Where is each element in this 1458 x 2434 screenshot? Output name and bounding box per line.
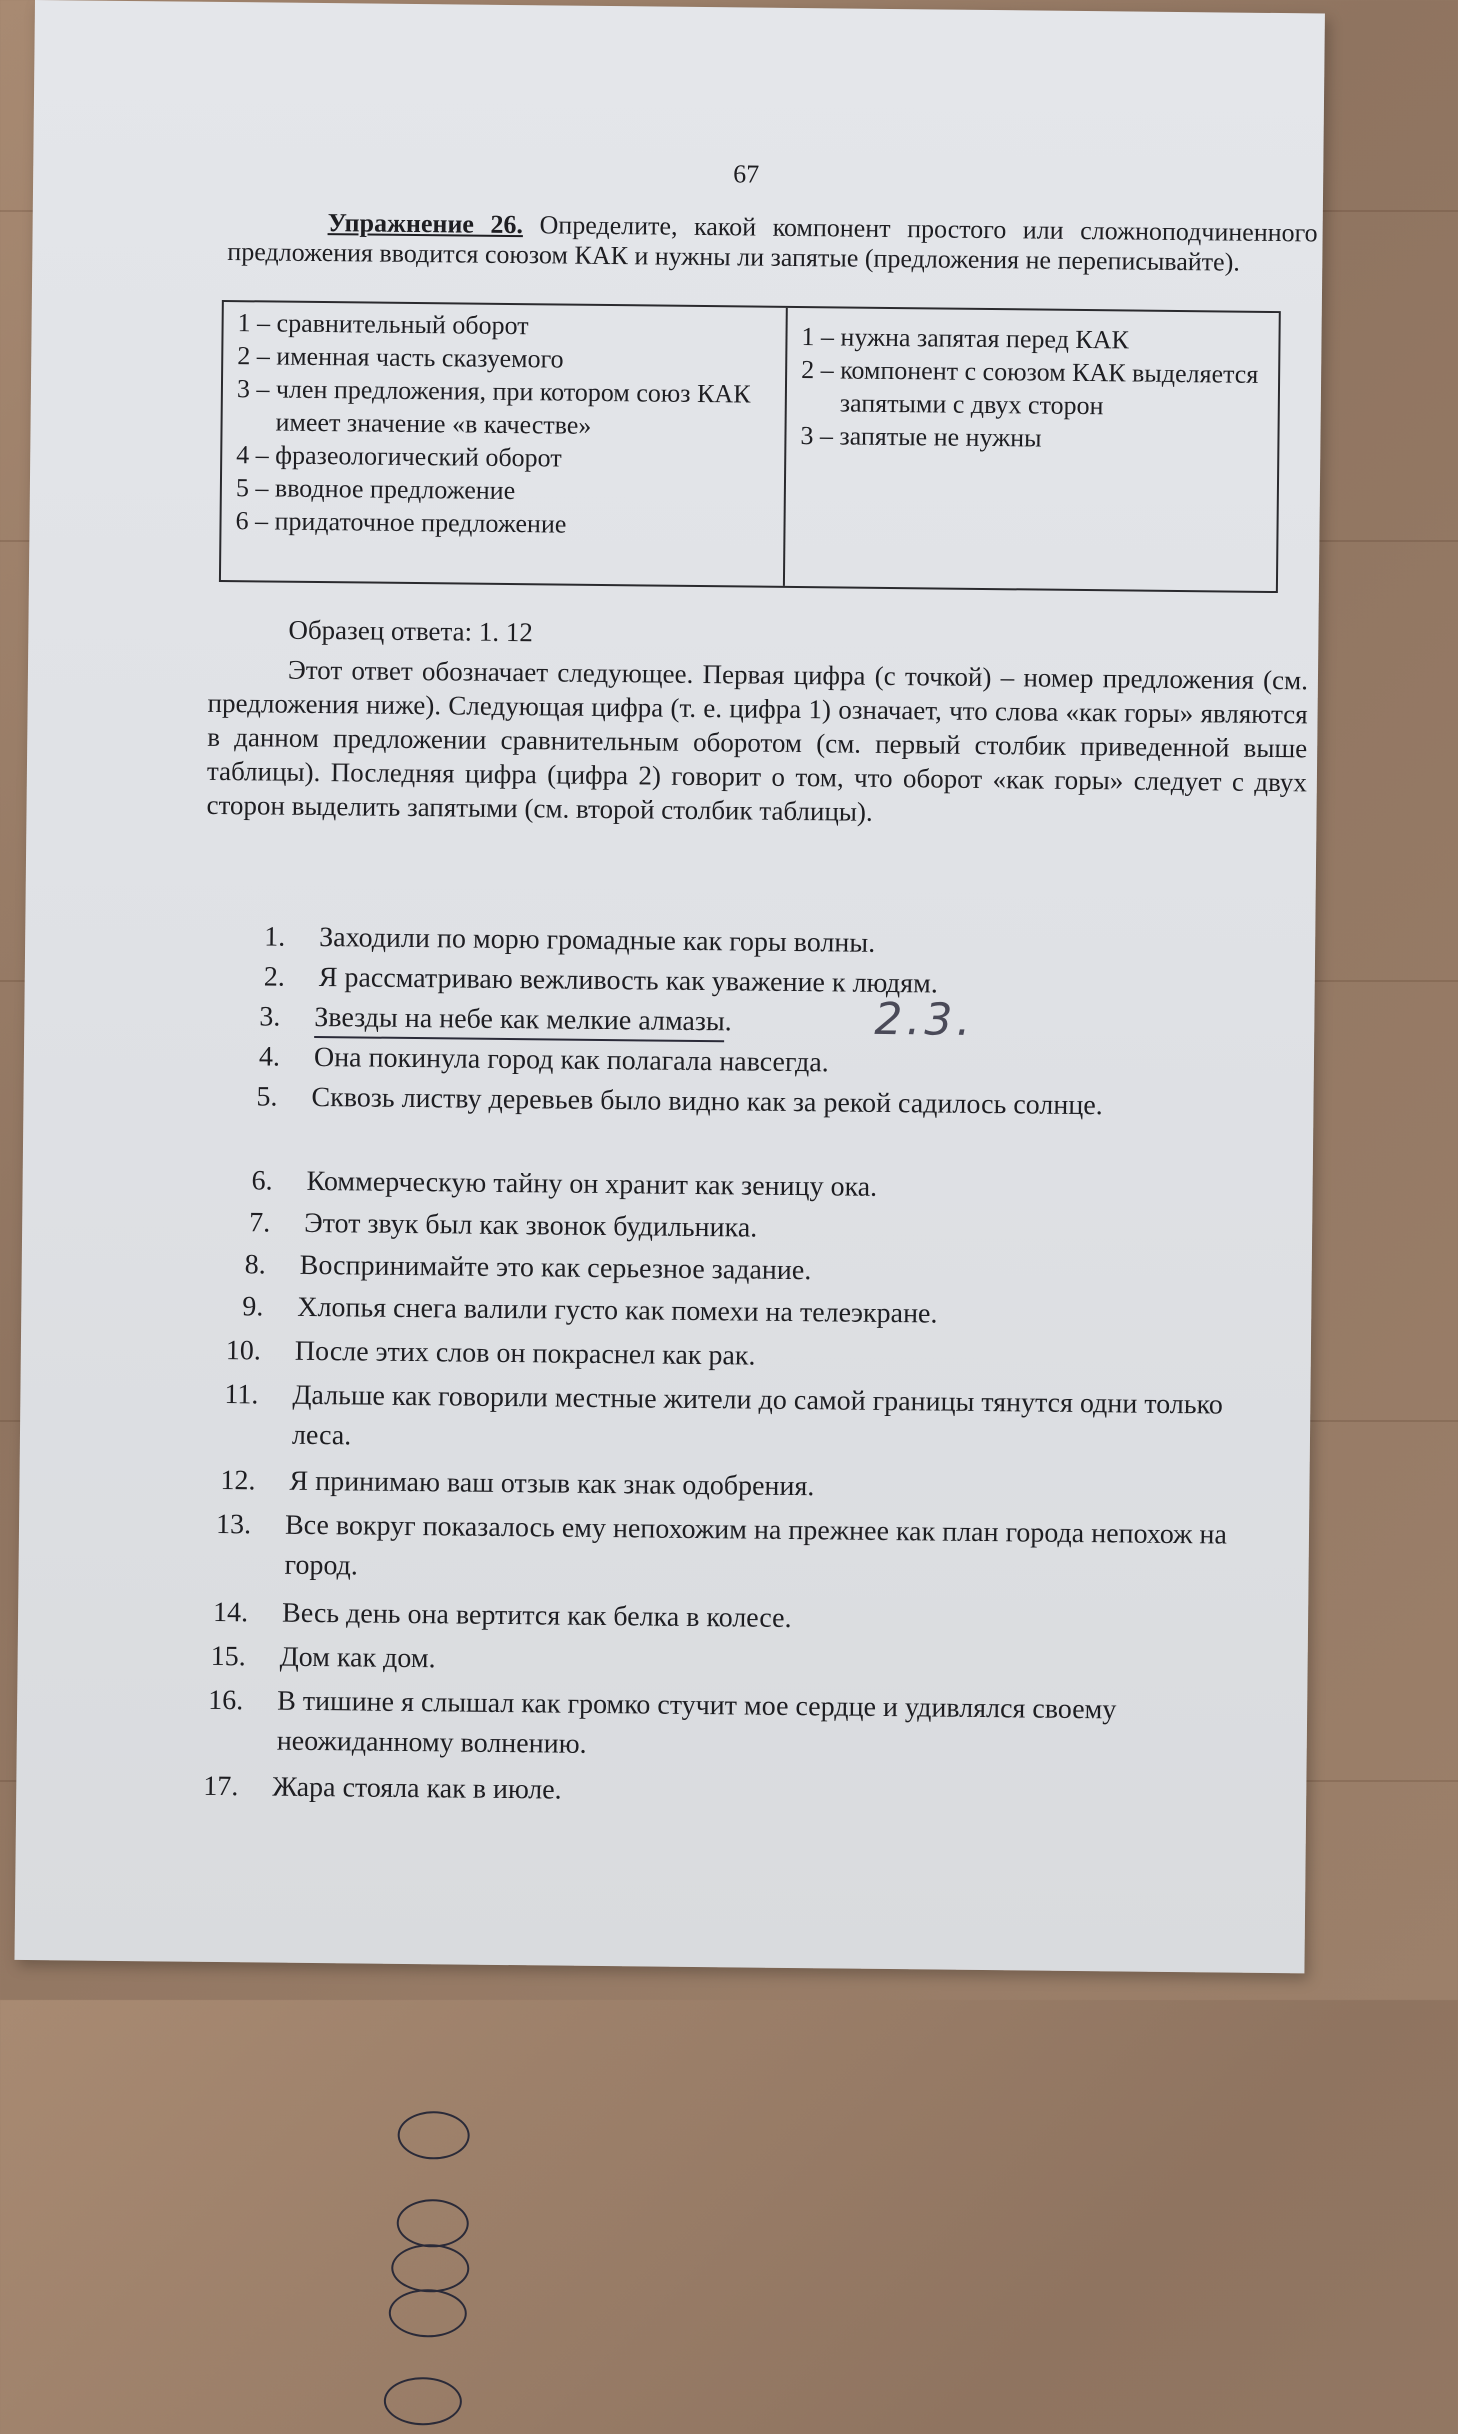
explanation-paragraph: Этот ответ обозначает следующее. Первая цифра (с точкой) – номер предложения (см. предложения ниже). Следующая цифра (т. е. цифра 1) означает, что слова «как горы» являются в данном предложении сравнительным оборотом (см. первый столбик приведенной выше таблицы). Последняя цифра (цифра 2) говорит о том, что оборот «как горы» следует с двух сторон выделить запятыми (см. второй столбик таблицы).: [206, 654, 1309, 827]
exercise-title: Упражнение 26.: [327, 208, 524, 240]
legend-right-item: 3 – запятые не нужны: [800, 421, 1042, 453]
legend-left-item: 1 – сравнительный оборот: [237, 308, 529, 341]
list-item: 10. После этих слов он покраснел как рак.: [225, 1335, 756, 1372]
legend-left-item: 4 – фразеологический оборот: [236, 440, 562, 473]
legend-left-item: 2 – именная часть сказуемого: [237, 341, 564, 374]
list-item: 11. Дальше как говорили местные жители до самой границы тянутся одни только леса.: [224, 1379, 1223, 1452]
exercise-instruction: Определите, какой компонент простого или сложноподчиненного предложения вводится союзом КАК и нужны ли запятые (предложения не переписывайте).: [227, 210, 1318, 277]
list-item: 3. Звезды на небе как мелкие алмазы.: [259, 1001, 732, 1038]
pen-circle-mark: [389, 2289, 467, 2338]
legend-left-item: 5 – вводное предложение: [235, 473, 516, 506]
list-item: 2. Я рассматриваю вежливость как уважение к людям.: [263, 961, 939, 1000]
legend-table: [219, 300, 1281, 593]
page-number: 67: [733, 159, 760, 189]
handwritten-answer: 2.3.: [874, 993, 975, 1046]
pen-circle-mark: [396, 2199, 468, 2248]
list-item: 16. В тишине я слышал как громко стучит мое сердце и удивлялся своему неожиданному волнению.: [208, 1684, 1117, 1760]
list-item: 12. Я принимаю ваш отзыв как знак одобрения.: [220, 1465, 815, 1503]
sample-answer: Образец ответа: 1. 12: [288, 614, 534, 648]
list-item: 17. Жара стояла как в июле.: [203, 1770, 562, 1806]
list-item: 13. Все вокруг показалось ему непохожим на прежнее как план города непохож на город.: [215, 1508, 1228, 1582]
list-item: 1. Заходили по морю громадные как горы волны.: [264, 921, 876, 959]
pen-circle-mark: [397, 2111, 469, 2160]
exercise-header: [227, 207, 1318, 278]
list-item: 5. Сквозь листву деревьев было видно как за рекой садилось солнце.: [256, 1081, 1103, 1122]
pen-circle-mark: [384, 2377, 462, 2426]
list-item: 14. Весь день она вертится как белка в колесе.: [212, 1596, 792, 1635]
list-item: 8. Воспринимайте это как серьезное задание.: [244, 1249, 812, 1287]
pen-circle-mark: [391, 2244, 469, 2293]
legend-left-item: 6 – придаточное предложение: [235, 506, 567, 539]
legend-right-column: [785, 308, 1279, 591]
legend-right-item: 2 – компонент с союзом КАК выделяется запятыми с двух сторон: [801, 355, 1259, 421]
list-item: 6. Коммерческую тайну он хранит как зеницу ока.: [251, 1165, 878, 1203]
list-item: 7. Этот звук был как звонок будильника.: [249, 1207, 758, 1244]
legend-left-item: 3 – член предложения, при котором союз КАК имеет значение «в качестве»: [236, 374, 751, 440]
document-page: [14, 0, 1324, 1973]
legend-right-item: 1 – нужна запятая перед КАК: [801, 322, 1130, 355]
list-item: 9. Хлопья снега валили густо как помехи на телеэкране.: [242, 1291, 938, 1330]
legend-left-column: [221, 302, 788, 586]
list-item: 15. Дом как дом.: [210, 1640, 436, 1675]
list-item: 4. Она покинула город как полагала навсегда.: [258, 1041, 829, 1079]
